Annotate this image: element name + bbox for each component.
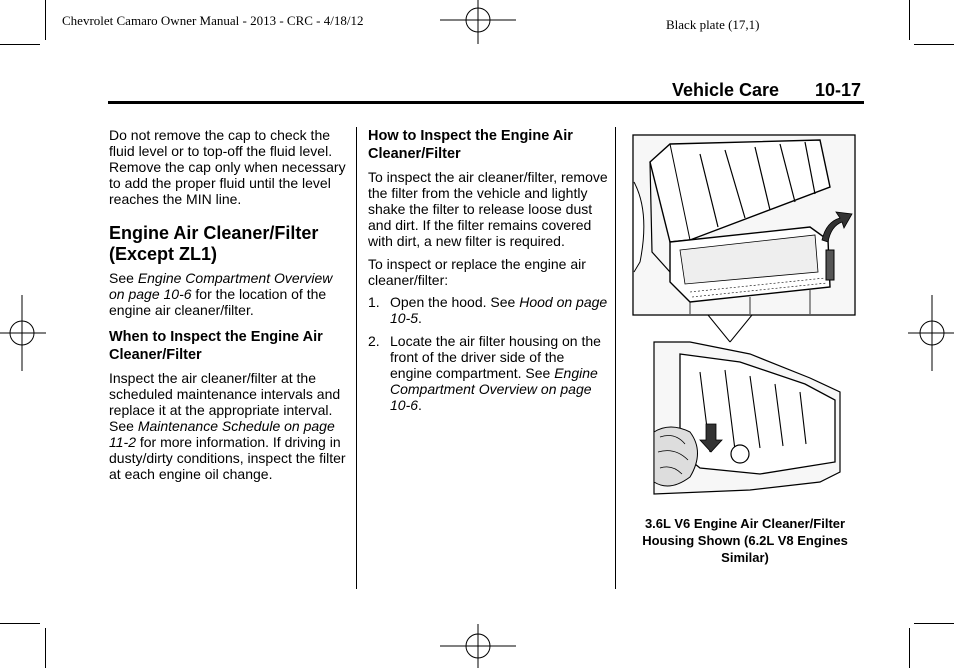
section-heading: Engine Air Cleaner/Filter (Except ZL1) — [109, 223, 319, 264]
print-header-right: Black plate (17,1) — [666, 17, 760, 32]
section-title: Vehicle Care — [672, 80, 780, 100]
step-text: Locate the air filter housing on the front of the driver side of the engine compartment. See — [390, 333, 601, 381]
registration-mark-left — [0, 295, 46, 371]
cross-reference-link[interactable]: Maintenance Schedule on page 11-2 — [109, 418, 335, 450]
subheading-how: How to Inspect the Engine Air Cleaner/Filter — [368, 128, 573, 162]
when-text-a: Inspect the air cleaner/filter at the scheduled maintenance intervals and replace it at the appropriate interval. See — [109, 370, 341, 434]
subheading-when: When to Inspect the Engine Air Cleaner/Filter — [109, 329, 323, 363]
crop-mark — [909, 0, 910, 40]
column-2 — [368, 127, 608, 413]
top-panel-drawing — [633, 135, 855, 315]
see-suffix: for the location of the engine air cleaner/filter. — [109, 286, 327, 318]
step-end: . — [418, 310, 422, 326]
column-divider — [615, 127, 616, 589]
list-item — [368, 294, 608, 326]
cross-reference-link[interactable]: Hood on page 10-5 — [390, 294, 608, 326]
how-paragraph-2: To inspect or replace the engine air cleaner/filter: — [368, 256, 586, 288]
when-paragraph — [109, 370, 349, 482]
step-number: 2. — [368, 333, 380, 349]
see-prefix: See — [109, 270, 138, 286]
cross-reference-link[interactable]: Engine Compartment Overview on page 10-6 — [390, 365, 598, 413]
step-number: 1. — [368, 294, 380, 310]
bottom-panel-drawing — [654, 342, 840, 494]
registration-mark-top — [440, 0, 516, 44]
see-paragraph — [109, 270, 349, 318]
step-text: Open the hood. See — [390, 294, 520, 310]
crop-mark — [0, 623, 40, 624]
crop-mark — [914, 44, 954, 45]
intro-paragraph: Do not remove the cap to check the fluid level or to top-off the fluid level. Remove the cap only when necessary to add the proper fluid until the level reaches the MIN line. — [109, 127, 346, 207]
page-number: 10-17 — [815, 80, 862, 100]
steps-list — [368, 294, 608, 413]
crop-mark — [45, 628, 46, 668]
registration-mark-right — [908, 295, 954, 371]
step-end: . — [418, 397, 422, 413]
crop-mark — [45, 0, 46, 40]
crop-mark — [909, 628, 910, 668]
how-paragraph-1: To inspect the air cleaner/filter, remove the filter from the vehicle and lightly shake the filter to release loose dust and dirt. If the filter remains covered with dirt, a new filter is required. — [368, 169, 608, 249]
list-item — [368, 333, 608, 413]
crop-mark — [914, 623, 954, 624]
cross-reference-link[interactable]: Engine Compartment Overview on page 10-6 — [109, 270, 333, 302]
figure-caption: 3.6L V6 Engine Air Cleaner/Filter Housing Shown (6.2L V8 Engines Similar) — [642, 516, 848, 565]
print-header-left: Chevrolet Camaro Owner Manual - 2013 - CRC - 4/18/12 — [62, 13, 364, 28]
registration-mark-bottom — [440, 624, 516, 668]
crop-mark — [0, 44, 40, 45]
column-divider — [356, 127, 357, 589]
column-1 — [109, 127, 349, 482]
when-text-b: for more information. If driving in dusty/dirty conditions, inspect the filter at each engine oil change. — [109, 434, 346, 482]
header-rule — [108, 101, 864, 104]
air-cleaner-illustration — [630, 132, 860, 502]
